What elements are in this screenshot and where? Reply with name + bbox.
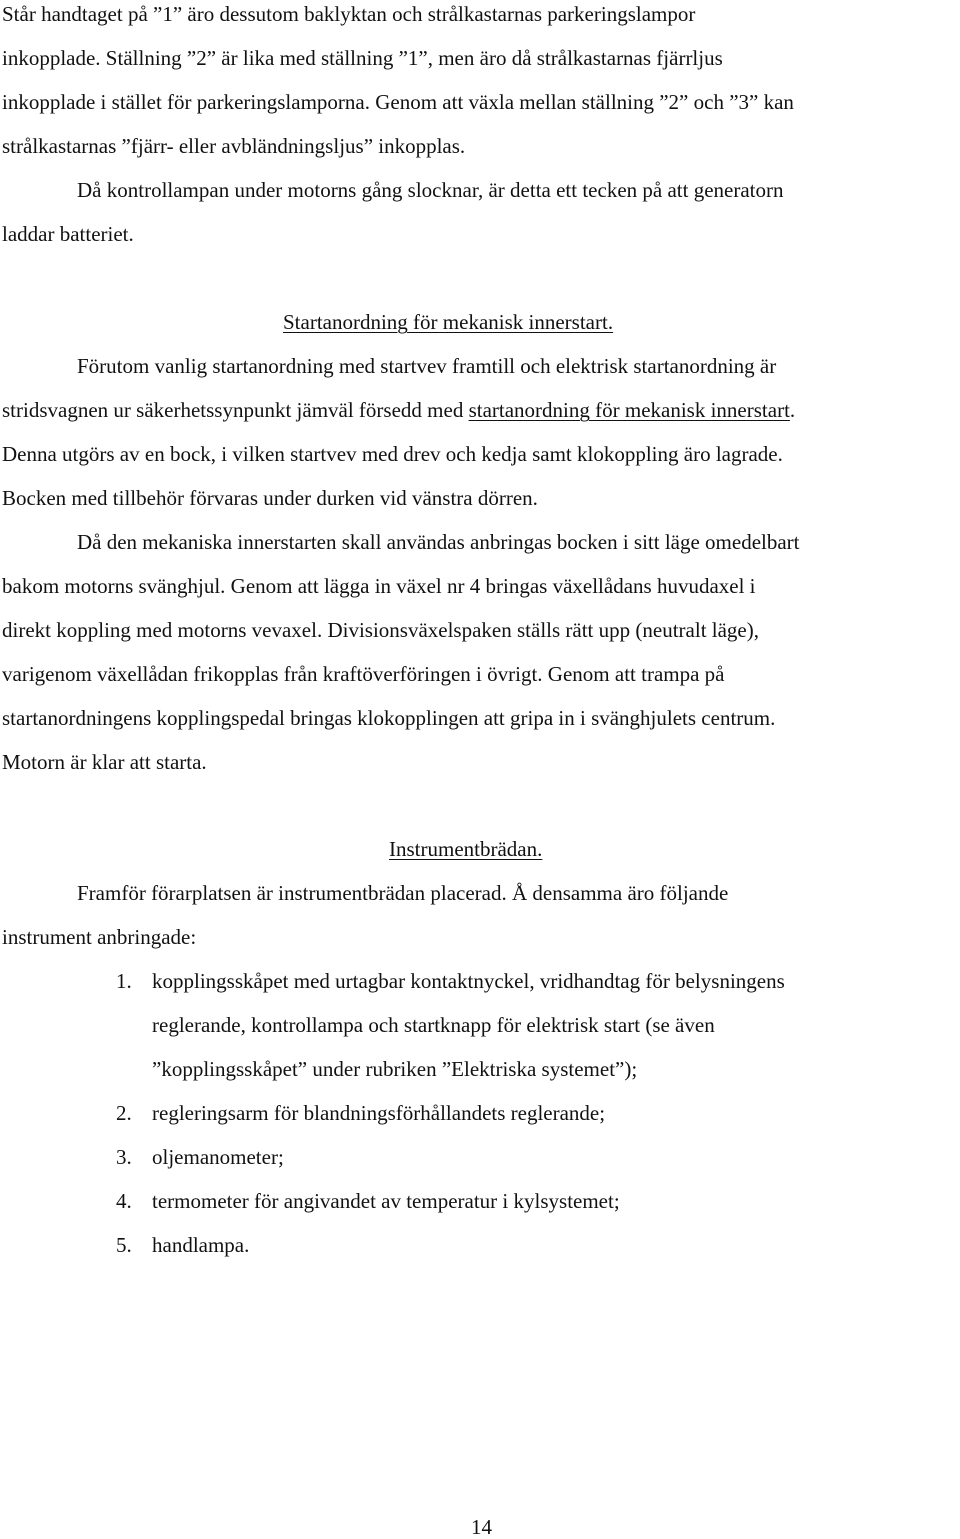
list-item-1-line-3: ”kopplingsskåpet” under rubriken ”Elektriska systemet”); bbox=[152, 1057, 638, 1081]
intro-line-4: strålkastarnas ”fjärr- eller avbländningsljus” inkopplas. bbox=[2, 134, 466, 158]
list-item-3-number: 3. bbox=[116, 1145, 132, 1169]
list-item-4-text: termometer för angivandet av temperatur i kylsystemet; bbox=[152, 1189, 620, 1213]
start-p2-line-1: Då den mekaniska innerstarten skall användas anbringas bocken i sitt läge omedelbart bbox=[77, 530, 800, 554]
list-item-5-number: 5. bbox=[116, 1233, 132, 1257]
start-line-2-text: stridsvagnen ur säkerhetssynpunkt jämväl försedd med bbox=[2, 398, 469, 422]
instruments-intro-line-2: instrument anbringade: bbox=[2, 925, 197, 949]
page-number: 14 bbox=[471, 1515, 492, 1539]
intro-line-3: inkopplade i stället för parkeringslamporna. Genom att växla mellan ställning ”2” och ”3” kan bbox=[2, 90, 794, 114]
lamp-paragraph-line-1: Då kontrollampan under motorns gång slocknar, är detta ett tecken på att generatorn bbox=[77, 178, 784, 202]
start-p2-line-4: varigenom växellådan frikopplas från kraftöverföringen i övrigt. Genom att trampa på bbox=[2, 662, 725, 686]
start-line-3: Denna utgörs av en bock, i vilken startvev med drev och kedja samt klokoppling äro lagrade. bbox=[2, 442, 783, 466]
start-line-4: Bocken med tillbehör förvaras under durken vid vänstra dörren. bbox=[2, 486, 538, 510]
list-item-4-number: 4. bbox=[116, 1189, 132, 1213]
list-item-1-line-1: kopplingsskåpet med urtagbar kontaktnyckel, vridhandtag för belysningens bbox=[152, 969, 785, 993]
intro-line-2: inkopplade. Ställning ”2” är lika med ställning ”1”, men äro då strålkastarnas fjärrljus bbox=[2, 46, 723, 70]
list-item-3-text: oljemanometer; bbox=[152, 1145, 284, 1169]
list-item-5-text: handlampa. bbox=[152, 1233, 250, 1257]
section-heading-instrumentbradan: Instrumentbrädan. bbox=[389, 837, 543, 861]
start-p2-line-2: bakom motorns svänghjul. Genom att lägga in växel nr 4 bringas växellådans huvudaxel i bbox=[2, 574, 756, 598]
start-p2-line-5: startanordningens kopplingspedal bringas klokopplingen att gripa in i svänghjulets centrum. bbox=[2, 706, 776, 730]
section-heading-startanordning: Startanordning för mekanisk innerstart. bbox=[283, 310, 614, 334]
start-p2-line-6: Motorn är klar att starta. bbox=[2, 750, 207, 774]
list-item-1-number: 1. bbox=[116, 969, 132, 993]
list-item-1-line-2: reglerande, kontrollampa och startknapp för elektrisk start (se även bbox=[152, 1013, 715, 1037]
list-item-2-number: 2. bbox=[116, 1101, 132, 1125]
start-line-1: Förutom vanlig startanordning med startvev framtill och elektrisk startanordning är bbox=[77, 354, 777, 378]
instruments-intro-line-1: Framför förarplatsen är instrumentbrädan placerad. Å densamma äro följande bbox=[77, 881, 729, 905]
lamp-paragraph-line-2: laddar batteriet. bbox=[2, 222, 134, 246]
intro-line-1: Står handtaget på ”1” äro dessutom baklyktan och strålkastarnas parkeringslampor bbox=[2, 2, 696, 26]
start-p2-line-3: direkt koppling med motorns vevaxel. Divisionsväxelspaken ställs rätt upp (neutralt läge), bbox=[2, 618, 759, 642]
start-line-2-period: . bbox=[789, 398, 796, 422]
list-item-2-text: regleringsarm för blandningsförhållandets reglerande; bbox=[152, 1101, 606, 1125]
start-line-2 bbox=[2, 400, 795, 421]
start-line-2-underlined: startanordning för mekanisk innerstart bbox=[468, 398, 790, 422]
